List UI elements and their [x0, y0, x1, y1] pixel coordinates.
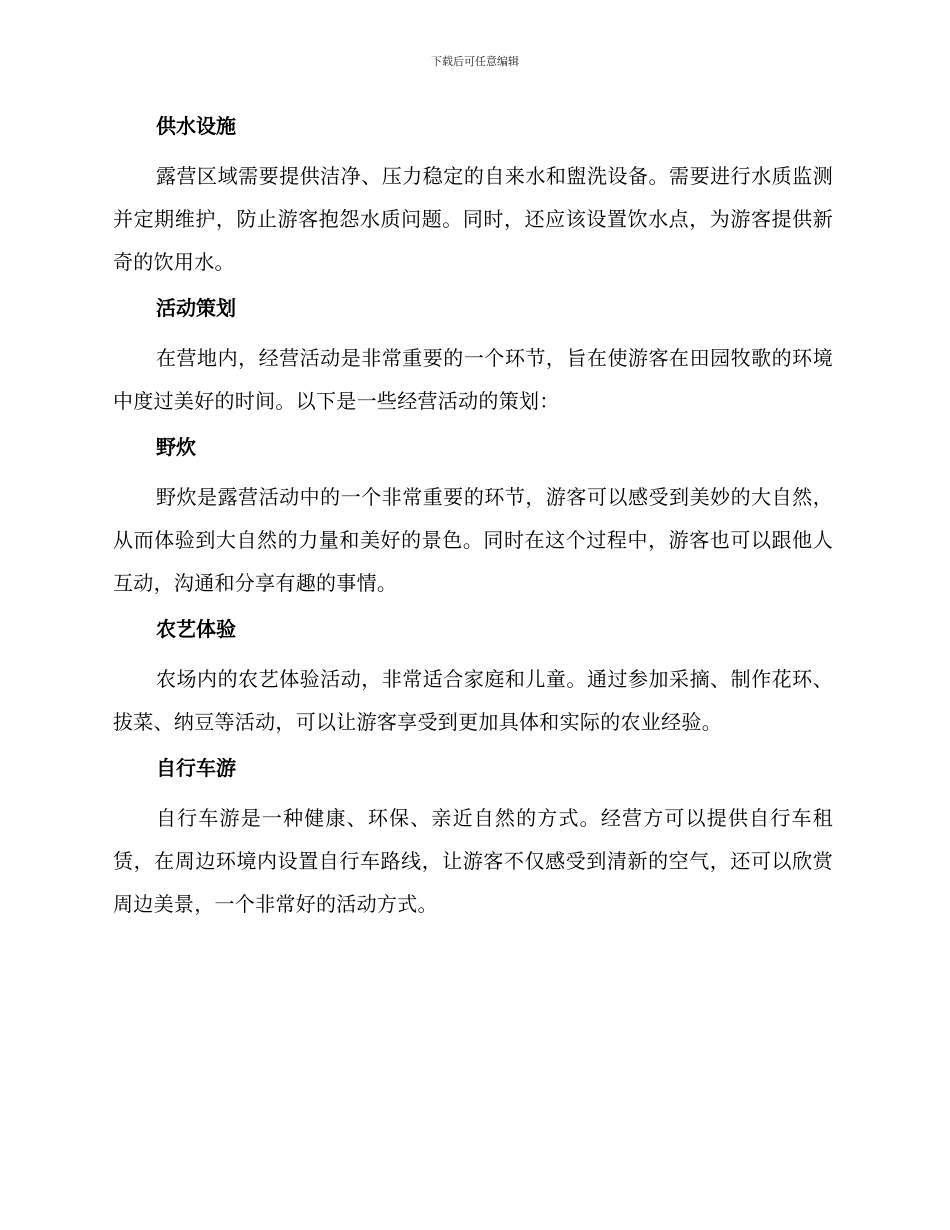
page-header: 下载后可任意编辑 [431, 55, 519, 68]
section-paragraph: 露营区域需要提供洁净、压力稳定的自来水和盥洗设备。需要进行水质监测并定期维护，防止游客抱怨水质问题。同时，还应该设置饮水点，为游客提供新奇的饮用水。 [113, 164, 833, 274]
section-water-supply [113, 110, 833, 284]
section-heading: 野炊 [156, 435, 196, 459]
document-body [113, 110, 833, 934]
section-paragraph: 农场内的农艺体验活动，非常适合家庭和儿童。通过参加采摘、制作花环、拔菜、纳豆等活动，可以让游客享受到更加具体和实际的农业经验。 [113, 667, 833, 734]
section-heading: 农艺体验 [156, 617, 236, 641]
section-paragraph: 野炊是露营活动中的一个非常重要的环节，游客可以感受到美妙的大自然，从而体验到大自然的力量和美好的景色。同时在这个过程中，游客也可以跟他人互动，沟通和分享有趣的事情。 [113, 485, 833, 595]
section-heading: 供水设施 [156, 114, 236, 138]
section-activity-planning [113, 292, 833, 423]
section-paragraph: 自行车游是一种健康、环保、亲近自然的方式。经营方可以提供自行车租赁，在周边环境内设置自行车路线，让游客不仅感受到清新的空气，还可以欣赏周边美景，一个非常好的活动方式。 [113, 806, 833, 916]
section-farming-experience [113, 613, 833, 744]
section-paragraph: 在营地内，经营活动是非常重要的一个环节，旨在使游客在田园牧歌的环境中度过美好的时间。以下是一些经营活动的策划： [113, 346, 833, 413]
section-heading: 自行车游 [156, 756, 236, 780]
section-cycling [113, 752, 833, 926]
section-picnic [113, 431, 833, 605]
section-heading: 活动策划 [156, 296, 236, 320]
